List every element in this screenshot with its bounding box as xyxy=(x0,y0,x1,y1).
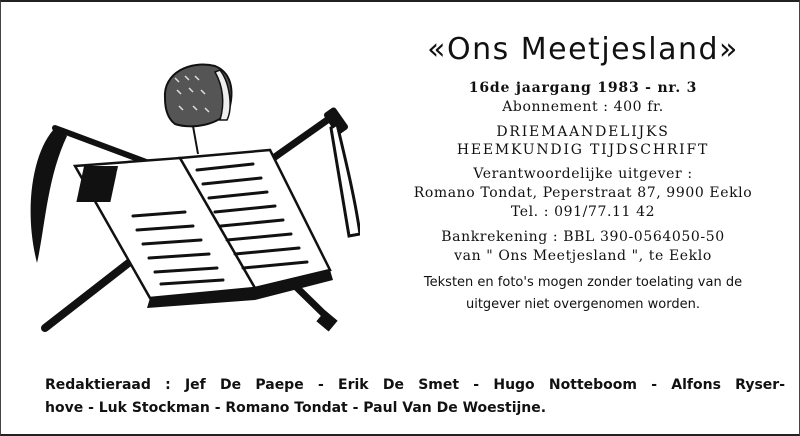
copyright-notice-line-2: uitgever niet overgenomen worden. xyxy=(465,297,700,312)
publisher-label: Verantwoordelijke uitgever : xyxy=(473,166,693,182)
bank-holder: van " Ons Meetjesland ", te Eeklo xyxy=(454,248,712,264)
publication-title: «Ons Meetjesland» xyxy=(427,32,739,67)
publisher-address: Romano Tondat, Peperstraat 87, 9900 Eeklo xyxy=(413,185,753,201)
type-line-1: DRIEMAANDELIJKS xyxy=(496,124,670,140)
editorial-line-2: hove - Luk Stockman - Romano Tondat - Paul Van De Woestijne. xyxy=(45,400,547,416)
type-line-2: HEEMKUNDIG TIJDSCHRIFT xyxy=(456,142,710,158)
bank-account: Bankrekening : BBL 390-0564050-50 xyxy=(441,229,725,245)
masthead-text xyxy=(373,32,793,316)
editorial-line-1: Redaktieraad : Jef De Paepe - Erik De Smet - Hugo Notteboom - Alfons Ryser- xyxy=(45,377,785,393)
book-initial-letter: R xyxy=(115,165,144,205)
copyright-notice-line-1: Teksten en foto's mogen zonder toelating van de xyxy=(423,275,743,290)
editorial-board xyxy=(45,374,785,420)
bonnet-icon xyxy=(165,65,232,154)
publisher-phone: Tel. : 091/77.11 42 xyxy=(510,204,656,220)
edition-line: 16de jaargang 1983 - nr. 3 xyxy=(468,80,698,96)
open-book-icon xyxy=(75,150,333,308)
subscription-line: Abonnement : 400 fr. xyxy=(502,99,664,115)
book-and-scythes-illustration xyxy=(15,58,360,348)
